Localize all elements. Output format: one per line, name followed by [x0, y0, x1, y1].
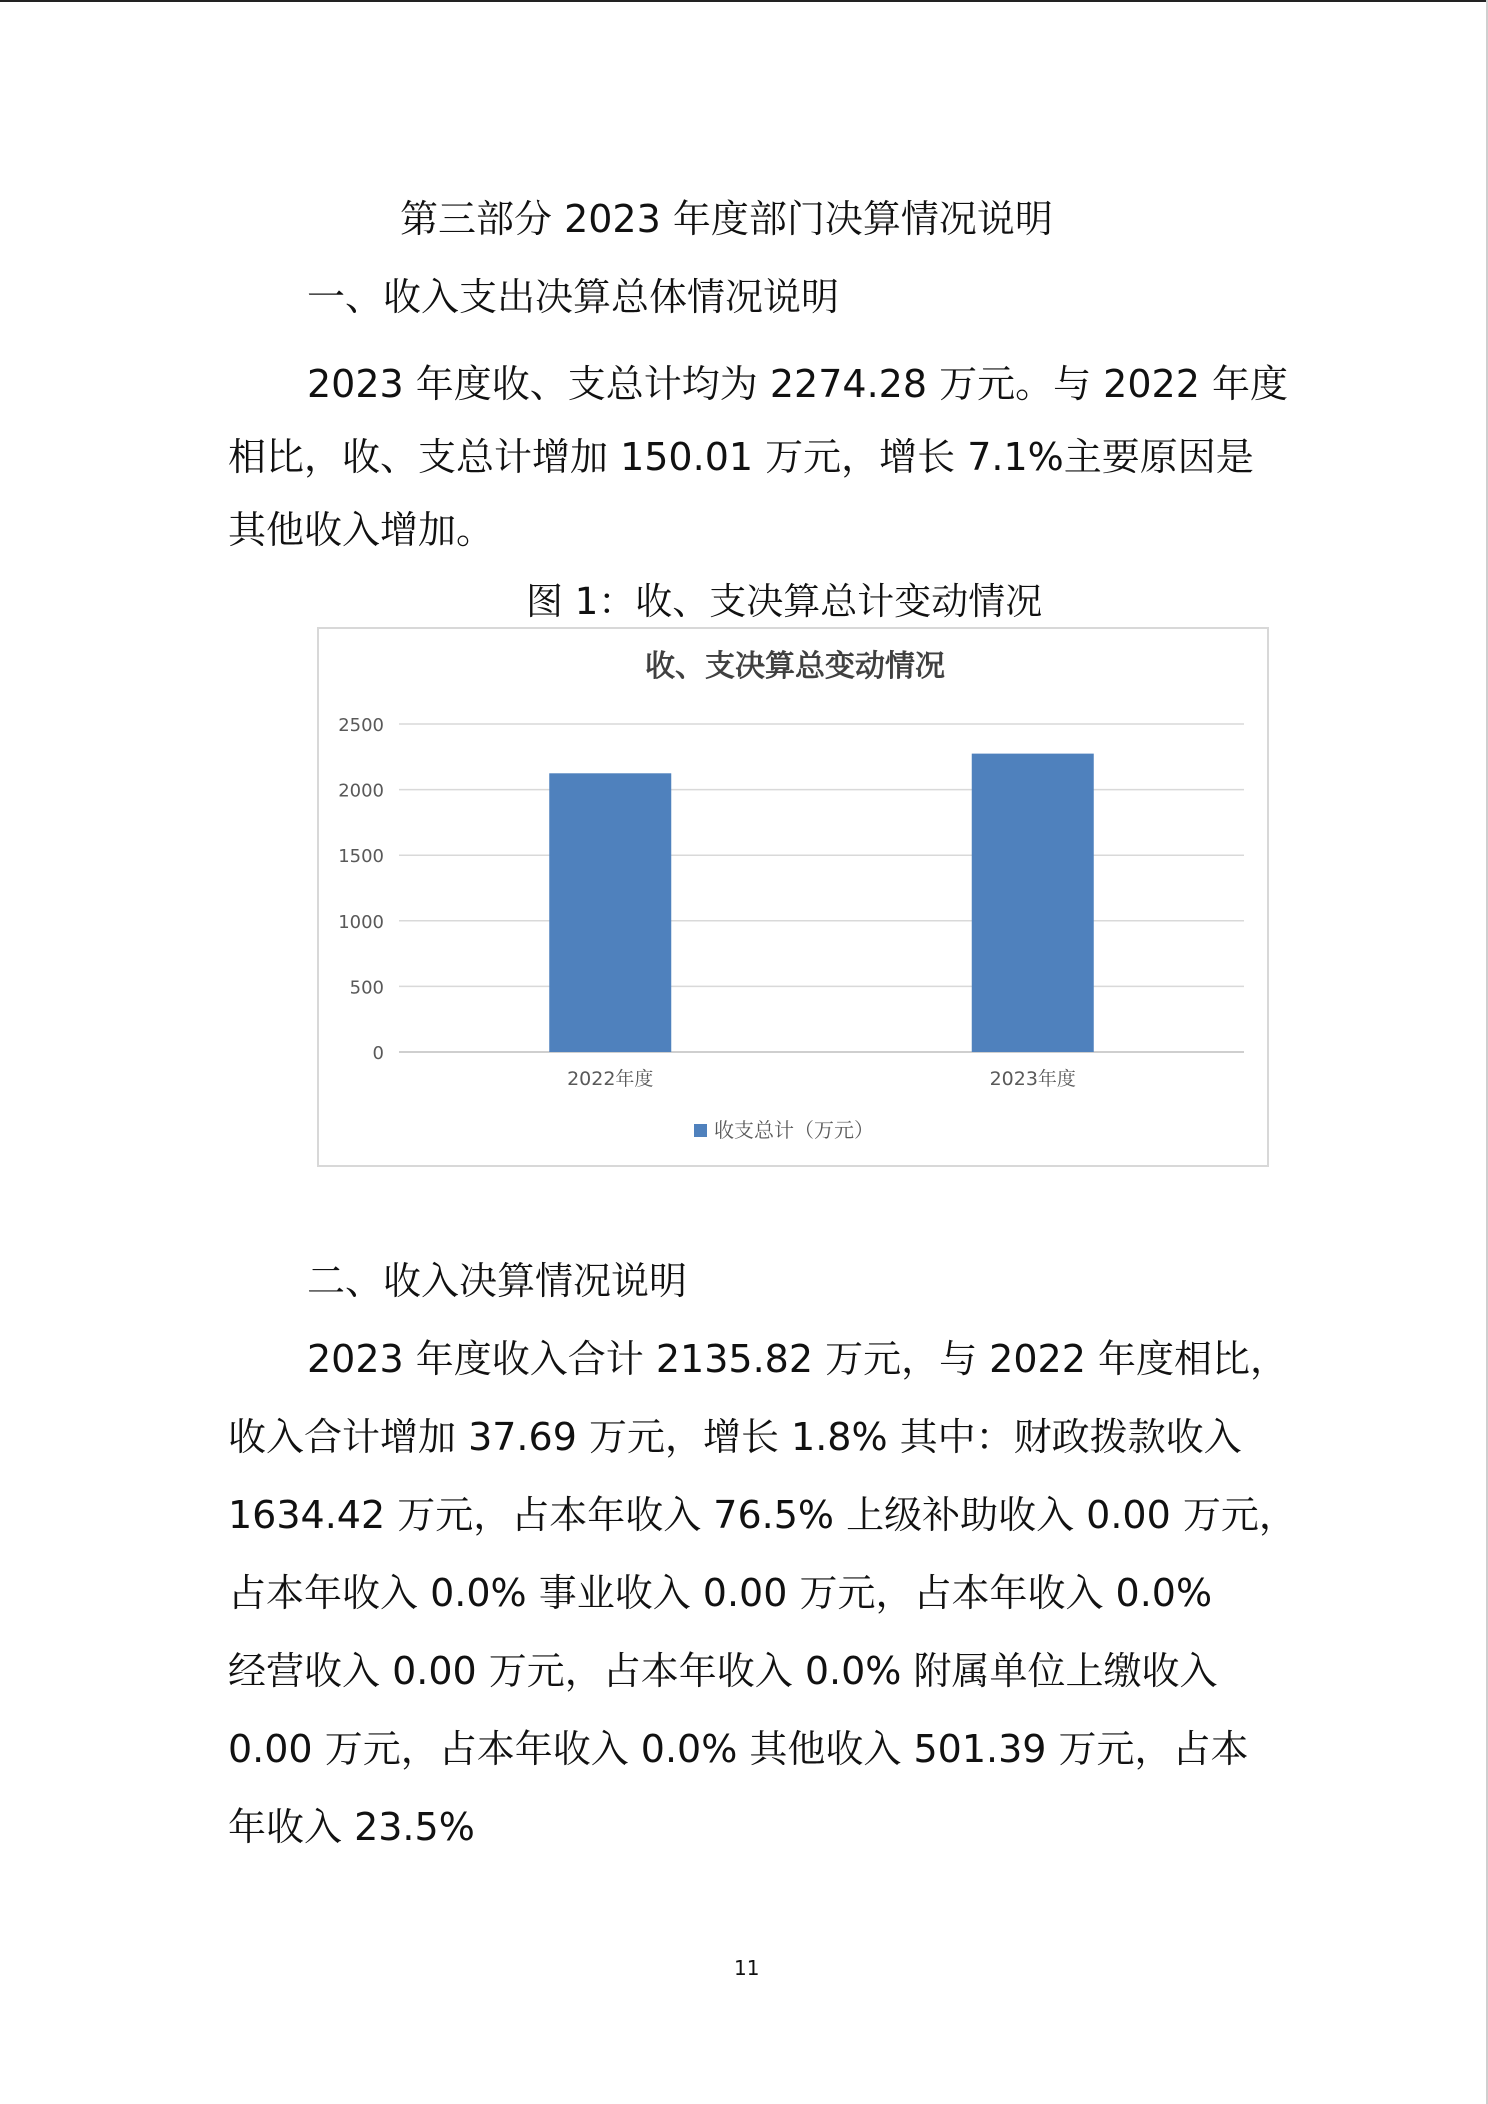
page-top-border — [0, 0, 1488, 2]
legend-label: 收支总计（万元） — [714, 1118, 874, 1142]
section2-line: 占本年收入 0.0% 事业收入 0.00 万元，占本年收入 0.0% — [228, 1571, 1213, 1615]
page-number: 11 — [734, 1956, 760, 1980]
section2-line: 0.00 万元，占本年收入 0.0% 其他收入 501.39 万元，占本 — [228, 1727, 1249, 1771]
section1-line: 2023 年度收、支总计均为 2274.28 万元。与 2022 年度 — [307, 362, 1288, 406]
bar — [972, 754, 1094, 1052]
figure-caption: 图 1：收、支决算总计变动情况 — [526, 580, 1043, 623]
section1-heading: 一、收入支出决算总体情况说明 — [307, 275, 840, 319]
section1-line: 其他收入增加。 — [228, 508, 495, 552]
section1-line: 相比，收、支总计增加 150.01 万元，增长 7.1%主要原因是 — [228, 435, 1254, 479]
legend-swatch — [694, 1124, 707, 1137]
y-tick-label: 1000 — [338, 911, 384, 933]
bar — [549, 773, 671, 1052]
section2-line: 经营收入 0.00 万元，占本年收入 0.0% 附属单位上缴收入 — [228, 1649, 1218, 1693]
section2-line: 2023 年度收入合计 2135.82 万元，与 2022 年度相比， — [307, 1337, 1288, 1381]
y-tick-label: 0 — [372, 1043, 384, 1064]
section2-line: 年收入 23.5% — [228, 1805, 475, 1849]
section2-line: 收入合计增加 37.69 万元，增长 1.8% 其中：财政拨款收入 — [228, 1415, 1242, 1459]
x-tick-label: 2022年度 — [567, 1068, 654, 1090]
section2-heading: 二、收入决算情况说明 — [307, 1259, 688, 1303]
y-tick-label: 2000 — [338, 780, 384, 802]
section2-line: 1634.42 万元，占本年收入 76.5% 上级补助收入 0.00 万元， — [228, 1493, 1297, 1537]
part-title: 第三部分 2023 年度部门决算情况说明 — [400, 197, 1053, 241]
bar-chart — [317, 627, 1269, 1167]
chart-title: 收、支决算总变动情况 — [645, 649, 945, 684]
x-tick-label: 2023年度 — [989, 1068, 1076, 1090]
y-tick-label: 1500 — [338, 846, 384, 868]
y-tick-label: 500 — [349, 977, 384, 999]
y-tick-label: 2500 — [338, 715, 384, 736]
chart-canvas — [319, 629, 1271, 1169]
